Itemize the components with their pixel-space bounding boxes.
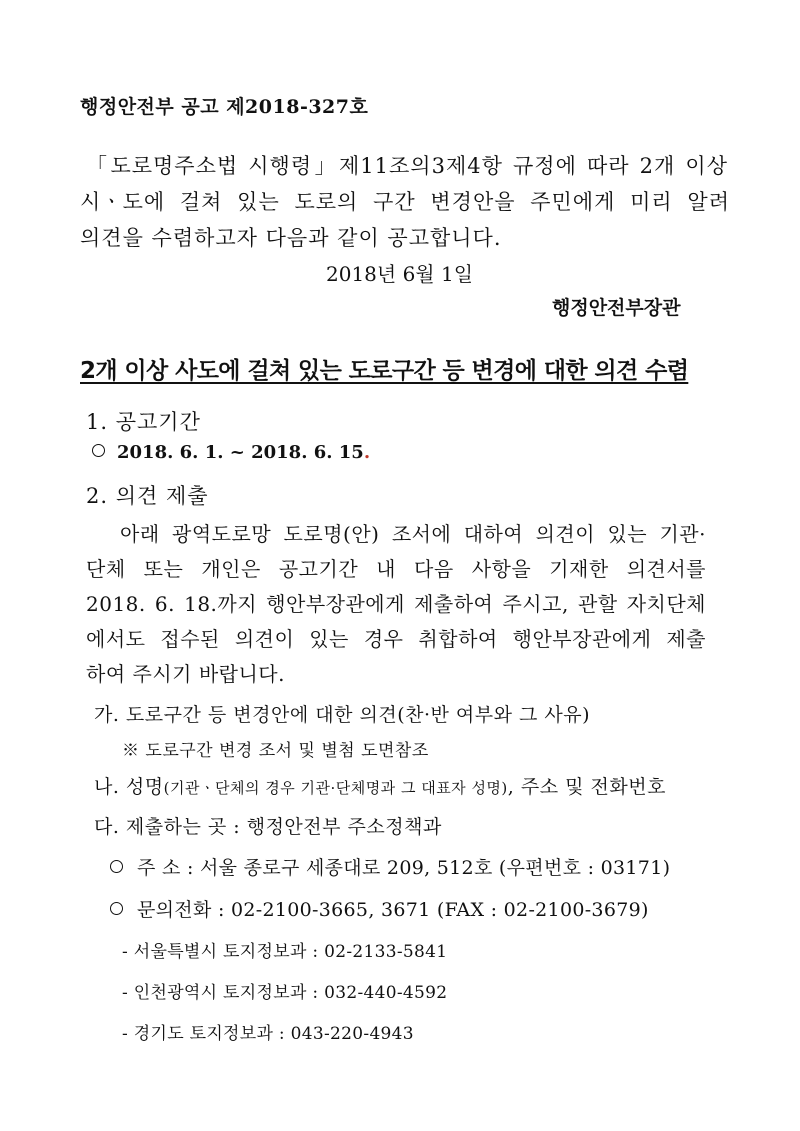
section-2-heading: 2. 의견 제출	[86, 484, 209, 508]
item-na-paren: (기관ㆍ단체의 경우 기관·단체명과 그 대표자 성명)	[163, 779, 508, 797]
paragraph-line-5: 하여 주시기 바랍니다.	[86, 662, 285, 686]
notice-issuer: 행정안전부장관	[552, 297, 681, 319]
document-title: 2개 이상 사도에 걸쳐 있는 도로구간 등 변경에 대한 의견 수렴	[80, 358, 689, 384]
section-1-heading: 1. 공고기간	[86, 410, 201, 434]
period-end-mark: .	[363, 442, 371, 463]
address-row	[110, 853, 670, 880]
circle-bullet-icon	[92, 444, 105, 457]
item-na	[94, 772, 666, 799]
contact-incheon: - 인천광역시 토지정보과 : 032-440-4592	[122, 983, 448, 1003]
address-text: 주 소 : 서울 종로구 세종대로 209, 512호 (우편번호 : 03171)	[137, 857, 671, 879]
paragraph-line-3: 2018. 6. 18.까지 행안부장관에게 제출하여 주시고, 관할 자치단체	[86, 592, 706, 616]
item-na-suffix: , 주소 및 전화번호	[507, 776, 666, 798]
item-na-prefix: 나. 성명	[94, 776, 164, 798]
notice-date: 2018년 6월 1일	[326, 262, 474, 286]
contact-gyeonggi: - 경기도 토지정보과 : 043-220-4943	[122, 1024, 414, 1044]
intro-line-2: 시ㆍ도에 걸쳐 있는 도로의 구간 변경안을 주민에게 미리 알려	[80, 190, 730, 214]
intro-line-3: 의견을 수렴하고자 다음과 같이 공고합니다.	[80, 226, 502, 250]
intro-line-1: 「도로명주소법 시행령」제11조의3제4항 규정에 따라 2개 이상	[86, 154, 728, 178]
inquiry-row	[110, 895, 649, 922]
period-text: 2018. 6. 1. ~ 2018. 6. 15	[117, 442, 364, 463]
paragraph-line-2: 단체 또는 개인은 공고기간 내 다음 사항을 기재한 의견서를	[86, 557, 706, 581]
paragraph-line-1: 아래 광역도로망 도로명(안) 조서에 대하여 의견이 있는 기관·	[120, 522, 706, 546]
notice-number: 행정안전부 공고 제2018-327호	[80, 96, 369, 118]
circle-bullet-icon	[110, 902, 123, 915]
item-da: 다. 제출하는 곳 : 행정안전부 주소정책과	[94, 816, 442, 838]
inquiry-text: 문의전화 : 02-2100-3665, 3671 (FAX : 02-2100-3679)	[137, 899, 649, 921]
circle-bullet-icon	[110, 860, 123, 873]
item-ga: 가. 도로구간 등 변경안에 대한 의견(찬·반 여부와 그 사유)	[94, 704, 591, 726]
period-row	[92, 442, 370, 463]
item-ga-note: ※ 도로구간 변경 조서 및 별첨 도면참조	[122, 741, 429, 761]
contact-seoul: - 서울특별시 토지정보과 : 02-2133-5841	[122, 942, 448, 962]
paragraph-line-4: 에서도 접수된 의견이 있는 경우 취합하여 행안부장관에게 제출	[86, 627, 706, 651]
